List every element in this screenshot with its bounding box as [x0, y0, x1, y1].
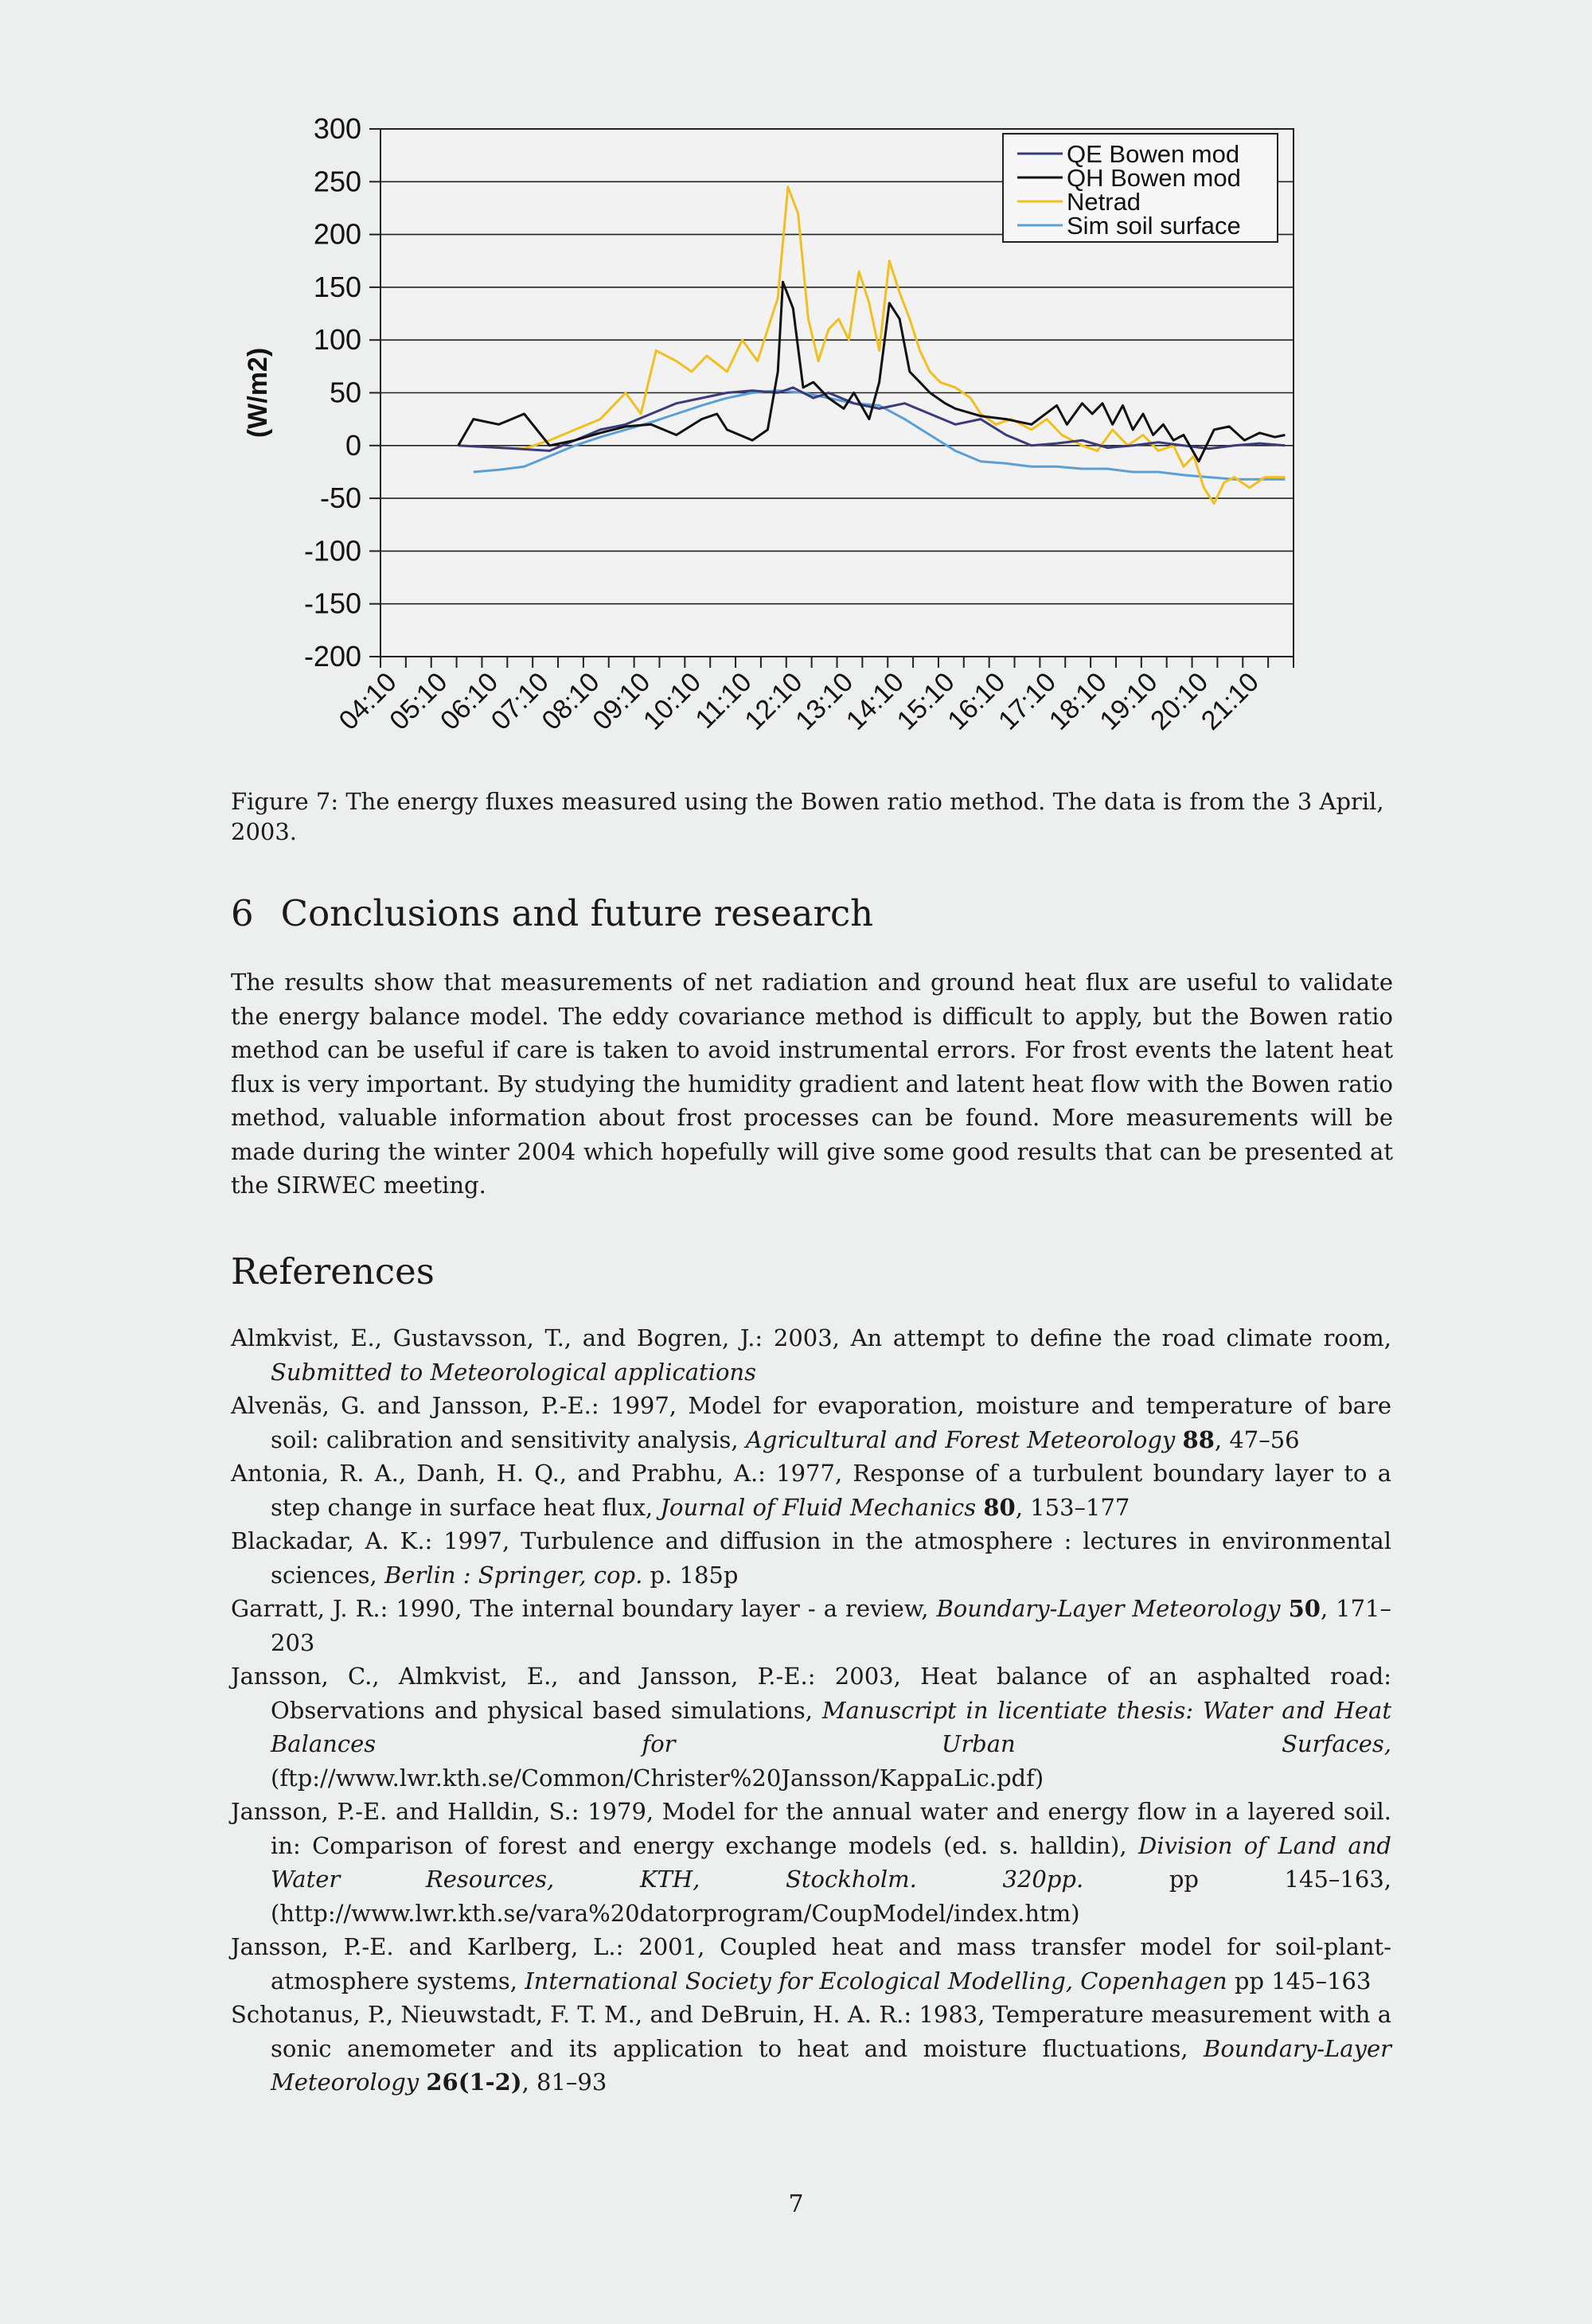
references-list [231, 1321, 1391, 2100]
reference-source: Journal of Fluid Mechanics [660, 1493, 977, 1521]
reference-text: Schotanus, P., Nieuwstadt, F. T. M., and DeBruin, H. A. R.: 1983, Temperature measurement with a sonic anemometer and its application to heat and moisture fluctuations, [231, 2001, 1391, 2062]
section-heading [231, 891, 873, 936]
x-tick-label: 17:10 [993, 666, 1063, 736]
x-tick-label: 07:10 [485, 666, 555, 736]
reference-text: Antonia, R. A., Danh, H. Q., and Prabhu, A.: 1977, Response of a turbulent boundary layer to a step change in surface heat flux, [231, 1460, 1391, 1521]
reference-pages: p. 185p [642, 1561, 739, 1589]
x-tick-label: 08:10 [536, 666, 606, 736]
y-tick-label: 0 [345, 428, 361, 462]
reference-volume: 50 [1288, 1595, 1321, 1622]
page-number: 7 [788, 2190, 804, 2218]
reference-text: Almkvist, E., Gustavsson, T., and Bogren, J.: 2003, An attempt to define the road climate room, [231, 1324, 1391, 1351]
reference-text: Jansson, P.-E. and Karlberg, L.: 2001, Coupled heat and mass transfer model for soil-plant-atmosphere systems, [231, 1933, 1391, 1995]
energy-flux-chart [223, 96, 1337, 788]
reference-item [231, 1456, 1391, 1524]
y-tick-label: 250 [313, 165, 361, 198]
y-tick-label: -150 [303, 587, 361, 620]
x-tick-label: 13:10 [790, 666, 860, 736]
reference-pages: , 81–93 [521, 2069, 607, 2096]
y-axis-label: (W/m2) [243, 347, 273, 439]
x-tick-label: 04:10 [333, 666, 403, 736]
reference-source: International Society for Ecological Modelling, Copenhagen [525, 1967, 1227, 1995]
section-number: 6 [231, 892, 254, 934]
section-title: Conclusions and future research [280, 892, 874, 934]
x-tick-label: 15:10 [891, 666, 961, 736]
x-tick-label: 10:10 [637, 666, 707, 736]
y-tick-label: -200 [303, 640, 361, 673]
y-tick-label: 100 [313, 323, 361, 357]
reference-item [231, 1321, 1391, 1389]
figure-caption: Figure 7: The energy fluxes measured using the Bowen ratio method. The data is from the 3 April, 2003. [231, 788, 1384, 845]
conclusions-paragraph: The results show that measurements of net radiation and ground heat flux are useful to validate the energy balance model. The eddy covariance method is difficult to apply, but the Bowen ratio method can be useful if care is taken to avoid instrumental errors. For frost events the latent heat flux is very important. By studying the humidity gradient and latent heat flow with the Bowen ratio method, valuable information about frost processes can be found. More measurements will be made during the winter 2004 which hopefully will give some good results that can be presented at the SIRWEC meeting. [231, 969, 1393, 1199]
x-tick-label: 19:10 [1094, 666, 1164, 736]
reference-text: Blackadar, A. K.: 1997, Turbulence and diffusion in the atmosphere : lectures in environmental sciences, [231, 1527, 1391, 1589]
x-tick-label: 20:10 [1145, 666, 1215, 736]
reference-item [231, 1592, 1391, 1659]
x-tick-label: 12:10 [739, 666, 809, 736]
y-tick-label: -50 [319, 482, 361, 515]
reference-source: Submitted to Meteorological applications [271, 1358, 756, 1386]
reference-item [231, 1998, 1391, 2100]
reference-volume: 26(1-2) [426, 2069, 522, 2096]
reference-source: Berlin : Springer, cop. [384, 1561, 643, 1589]
reference-source: Boundary-Layer Meteorology [271, 2034, 1391, 2096]
reference-pages: pp 145–163 [1227, 1967, 1372, 1995]
references-heading: References [231, 1250, 435, 1293]
x-tick-label: 06:10 [435, 666, 505, 736]
y-tick-label: 150 [313, 270, 361, 303]
reference-source: Division of Land and Water Resources, KTH, Stockholm. 320pp. [271, 1831, 1391, 1893]
reference-text: Jansson, C., Almkvist, E., and Jansson, P.-E.: 2003, Heat balance of an asphalted road: Observations and physical based simulations, [231, 1663, 1391, 1724]
x-tick-label: 16:10 [942, 666, 1012, 736]
reference-text: Jansson, P.-E. and Halldin, S.: 1979, Model for the annual water and energy flow in a layered soil. in: Comparison of forest and energy exchange models (ed. s. halldin), [231, 1798, 1391, 1859]
reference-item [231, 1795, 1391, 1930]
y-tick-label: 300 [313, 112, 361, 145]
reference-pages: , 171–203 [271, 1595, 1392, 1656]
reference-pages: pp 145–163, (http://www.lwr.kth.se/vara%20datorprogram/CoupModel/index.htm) [271, 1866, 1391, 1927]
reference-item [231, 1930, 1391, 1998]
reference-source: Boundary-Layer Meteorology [936, 1595, 1281, 1622]
reference-volume: 88 [1182, 1425, 1215, 1453]
reference-pages: , 153–177 [1015, 1493, 1130, 1521]
legend-label: Sim soil surface [1067, 212, 1241, 240]
x-tick-label: 18:10 [1043, 666, 1113, 736]
legend-label: Netrad [1067, 188, 1141, 216]
reference-volume: 80 [983, 1493, 1016, 1521]
reference-item [231, 1389, 1391, 1456]
y-tick-label: 200 [313, 217, 361, 251]
x-tick-label: 09:10 [587, 666, 657, 736]
reference-pages: (ftp://www.lwr.kth.se/Common/Christer%20Jansson/KappaLic.pdf) [271, 1764, 1044, 1792]
x-tick-label: 11:10 [689, 666, 758, 735]
reference-item [231, 1524, 1391, 1592]
y-tick-label: -100 [303, 534, 361, 567]
x-tick-label: 21:10 [1195, 666, 1265, 736]
x-tick-label: 14:10 [840, 666, 910, 736]
y-tick-label: 50 [329, 376, 361, 409]
legend-label: QH Bowen mod [1067, 164, 1241, 192]
reference-source: Agricultural and Forest Meteorology [745, 1425, 1176, 1453]
reference-pages: , 47–56 [1214, 1425, 1300, 1453]
reference-text: Alvenäs, G. and Jansson, P.-E.: 1997, Model for evaporation, moisture and temperature of bare soil: calibration and sensitivity analysis, [231, 1392, 1391, 1453]
legend-label: QE Bowen mod [1067, 140, 1240, 168]
reference-source: Manuscript in licentiate thesis: Water and Heat Balances for Urban Surfaces, [271, 1696, 1391, 1757]
reference-item [231, 1659, 1391, 1795]
x-tick-label: 05:10 [384, 666, 454, 736]
reference-text: Garratt, J. R.: 1990, The internal boundary layer - a review, [231, 1595, 937, 1622]
